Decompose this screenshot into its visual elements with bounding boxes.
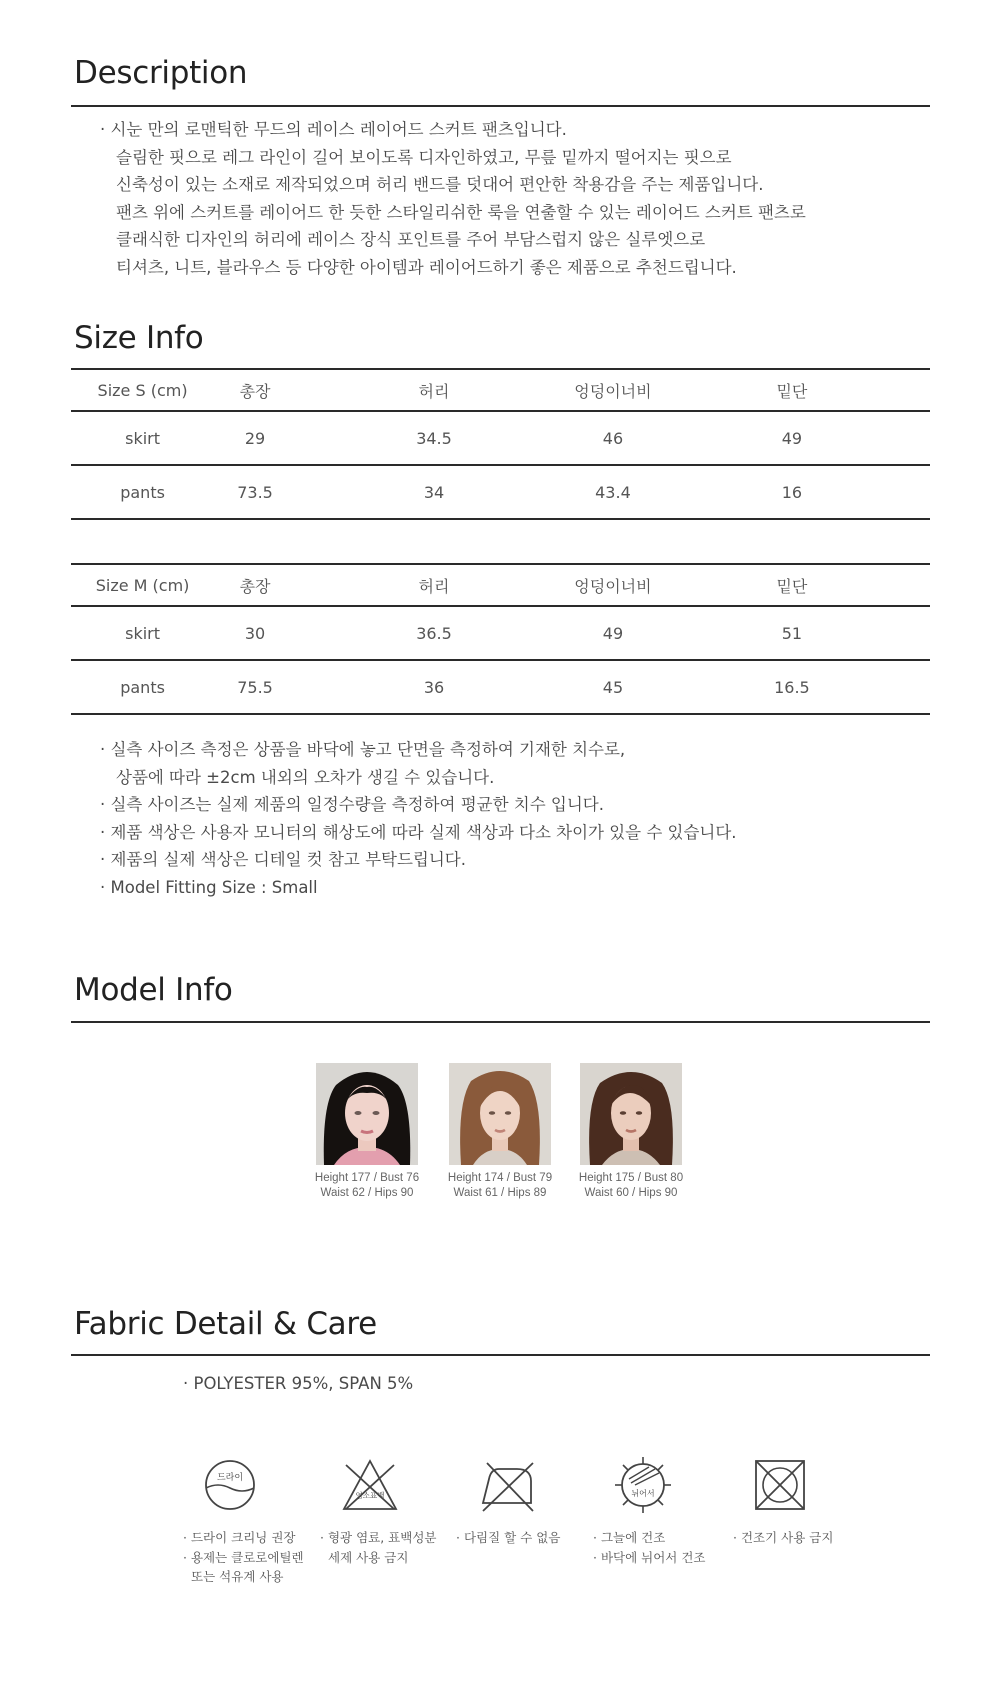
note-line: · 실측 사이즈 측정은 상품을 바닥에 놓고 단면을 측정하여 기재한 치수로, bbox=[100, 740, 626, 759]
cell: 34 bbox=[296, 465, 572, 519]
care-caption bbox=[593, 1528, 706, 1567]
care-caption-line: · 드라이 크리닝 권장 bbox=[183, 1530, 296, 1545]
cell: 46 bbox=[572, 411, 654, 465]
care-item bbox=[200, 1455, 330, 1515]
cell: 43.4 bbox=[572, 465, 654, 519]
col-header: Size M (cm) bbox=[71, 564, 214, 606]
model-card bbox=[576, 1063, 686, 1201]
col-header: 총장 bbox=[214, 369, 296, 411]
col-header: Size S (cm) bbox=[71, 369, 214, 411]
model-gallery bbox=[312, 1063, 702, 1203]
col-header: 엉덩이너비 bbox=[572, 369, 654, 411]
model-photo bbox=[316, 1063, 418, 1165]
size-table-header bbox=[71, 369, 930, 411]
description-line: 신축성이 있는 소재로 제작되었으며 허리 밴드를 덧대어 편안한 착용감을 주는 제품입니다. bbox=[116, 175, 764, 194]
flat-dry-shade-icon bbox=[613, 1455, 673, 1515]
care-caption-line: 세제 사용 금지 bbox=[328, 1549, 409, 1565]
fabric-composition: · POLYESTER 95%, SPAN 5% bbox=[183, 1374, 414, 1393]
care-item bbox=[613, 1455, 743, 1515]
flat-dry-icon-label: 뉘어서 bbox=[631, 1489, 655, 1498]
model-card bbox=[445, 1063, 555, 1201]
description-line: 팬츠 위에 스커트를 레이어드 한 듯한 스타일리쉬한 룩을 연출할 수 있는 레이어드 스커트 팬츠로 bbox=[116, 202, 806, 222]
description-line: 클래식한 디자인의 허리에 레이스 장식 포인트를 주어 부담스럽지 않은 실루엣으로 bbox=[116, 230, 706, 249]
cell: 73.5 bbox=[214, 465, 296, 519]
cell: 75.5 bbox=[214, 660, 296, 714]
cell: 49 bbox=[654, 411, 930, 465]
care-caption-line: · 바닥에 뉘어서 건조 bbox=[593, 1549, 706, 1565]
model-photo bbox=[449, 1063, 551, 1165]
note-line: · 제품 색상은 사용자 모니터의 해상도에 따라 실제 색상과 다소 차이가 있을 수 있습니다. bbox=[100, 822, 737, 842]
col-header: 밑단 bbox=[654, 369, 930, 411]
no-bleach-icon-label: 염소표백 bbox=[355, 1491, 385, 1500]
table-row bbox=[71, 660, 930, 714]
size-notes bbox=[100, 736, 737, 901]
no-bleach-icon bbox=[340, 1455, 400, 1515]
care-caption-line: 또는 석유계 사용 bbox=[191, 1569, 284, 1584]
cell: skirt bbox=[71, 411, 214, 465]
note-line: · 제품의 실제 색상은 디테일 컷 참고 부탁드립니다. bbox=[100, 850, 466, 869]
size-table-header bbox=[71, 564, 930, 606]
cell: 49 bbox=[572, 606, 654, 660]
no-tumble-dry-icon bbox=[750, 1455, 810, 1515]
cell: skirt bbox=[71, 606, 214, 660]
care-item bbox=[750, 1455, 880, 1515]
no-iron-icon bbox=[477, 1455, 537, 1515]
description-line: 슬림한 핏으로 레그 라인이 길어 보이도록 디자인하였고, 무릎 밑까지 떨어지는 핏으로 bbox=[116, 147, 732, 167]
care-caption-line: · 용제는 클로로에틸렌 bbox=[183, 1549, 304, 1565]
care-item bbox=[340, 1455, 470, 1515]
cell: 51 bbox=[654, 606, 930, 660]
care-caption bbox=[733, 1528, 833, 1548]
table-row bbox=[71, 465, 930, 519]
description-title: Description bbox=[74, 55, 248, 91]
cell: 30 bbox=[214, 606, 296, 660]
model-photo bbox=[580, 1063, 682, 1165]
col-header: 총장 bbox=[214, 564, 296, 606]
care-caption-line: · 다림질 할 수 없음 bbox=[456, 1530, 561, 1545]
cell: 36 bbox=[296, 660, 572, 714]
dry-clean-icon-label: 드라이 bbox=[216, 1473, 244, 1483]
col-header: 엉덩이너비 bbox=[572, 564, 654, 606]
col-header: 허리 bbox=[296, 369, 572, 411]
care-item bbox=[477, 1455, 607, 1515]
table-row bbox=[71, 606, 930, 660]
care-caption bbox=[320, 1528, 436, 1567]
note-line: · 실측 사이즈는 실제 제품의 일정수량을 측정하여 평균한 치수 입니다. bbox=[100, 795, 604, 814]
model-caption-line1: Height 177 / Bust 76 bbox=[314, 1172, 420, 1184]
model-caption-line1: Height 174 / Bust 79 bbox=[447, 1172, 553, 1184]
cell: pants bbox=[71, 465, 214, 519]
model-caption-line1: Height 175 / Bust 80 bbox=[578, 1172, 684, 1184]
table-row bbox=[71, 411, 930, 465]
cell: pants bbox=[71, 660, 214, 714]
model-caption-line2: Waist 61 / Hips 89 bbox=[453, 1187, 547, 1199]
col-header: 밑단 bbox=[654, 564, 930, 606]
description-line: 티셔츠, 니트, 블라우스 등 다양한 아이템과 레이어드하기 좋은 제품으로 추천드립니다. bbox=[116, 257, 737, 277]
note-line: 상품에 따라 ±2cm 내외의 오차가 생길 수 있습니다. bbox=[116, 767, 495, 787]
care-caption bbox=[456, 1528, 560, 1548]
model-info-divider bbox=[71, 1021, 930, 1023]
size-table-m bbox=[71, 563, 930, 715]
note-line: · Model Fitting Size : Small bbox=[100, 877, 318, 897]
model-card bbox=[312, 1063, 422, 1201]
dry-clean-icon bbox=[200, 1455, 260, 1515]
model-caption-line2: Waist 62 / Hips 90 bbox=[320, 1187, 414, 1199]
cell: 45 bbox=[572, 660, 654, 714]
cell: 16 bbox=[654, 465, 930, 519]
size-table-s bbox=[71, 368, 930, 520]
care-caption-line: · 건조기 사용 금지 bbox=[733, 1530, 834, 1545]
col-header: 허리 bbox=[296, 564, 572, 606]
description-line: · 시눈 만의 로맨틱한 무드의 레이스 레이어드 스커트 팬츠입니다. bbox=[100, 120, 567, 139]
cell: 34.5 bbox=[296, 411, 572, 465]
fabric-title: Fabric Detail & Care bbox=[74, 1306, 377, 1342]
description-divider bbox=[71, 105, 930, 107]
cell: 36.5 bbox=[296, 606, 572, 660]
cell: 29 bbox=[214, 411, 296, 465]
size-info-title: Size Info bbox=[74, 320, 204, 356]
model-caption-line2: Waist 60 / Hips 90 bbox=[584, 1187, 678, 1199]
cell: 16.5 bbox=[654, 660, 930, 714]
model-info-title: Model Info bbox=[74, 972, 233, 1008]
care-caption bbox=[183, 1528, 304, 1587]
care-caption-line: · 형광 염료, 표백성분 bbox=[320, 1530, 437, 1545]
care-caption-line: · 그늘에 건조 bbox=[593, 1530, 666, 1545]
description-text bbox=[100, 116, 930, 281]
fabric-divider bbox=[71, 1354, 930, 1356]
